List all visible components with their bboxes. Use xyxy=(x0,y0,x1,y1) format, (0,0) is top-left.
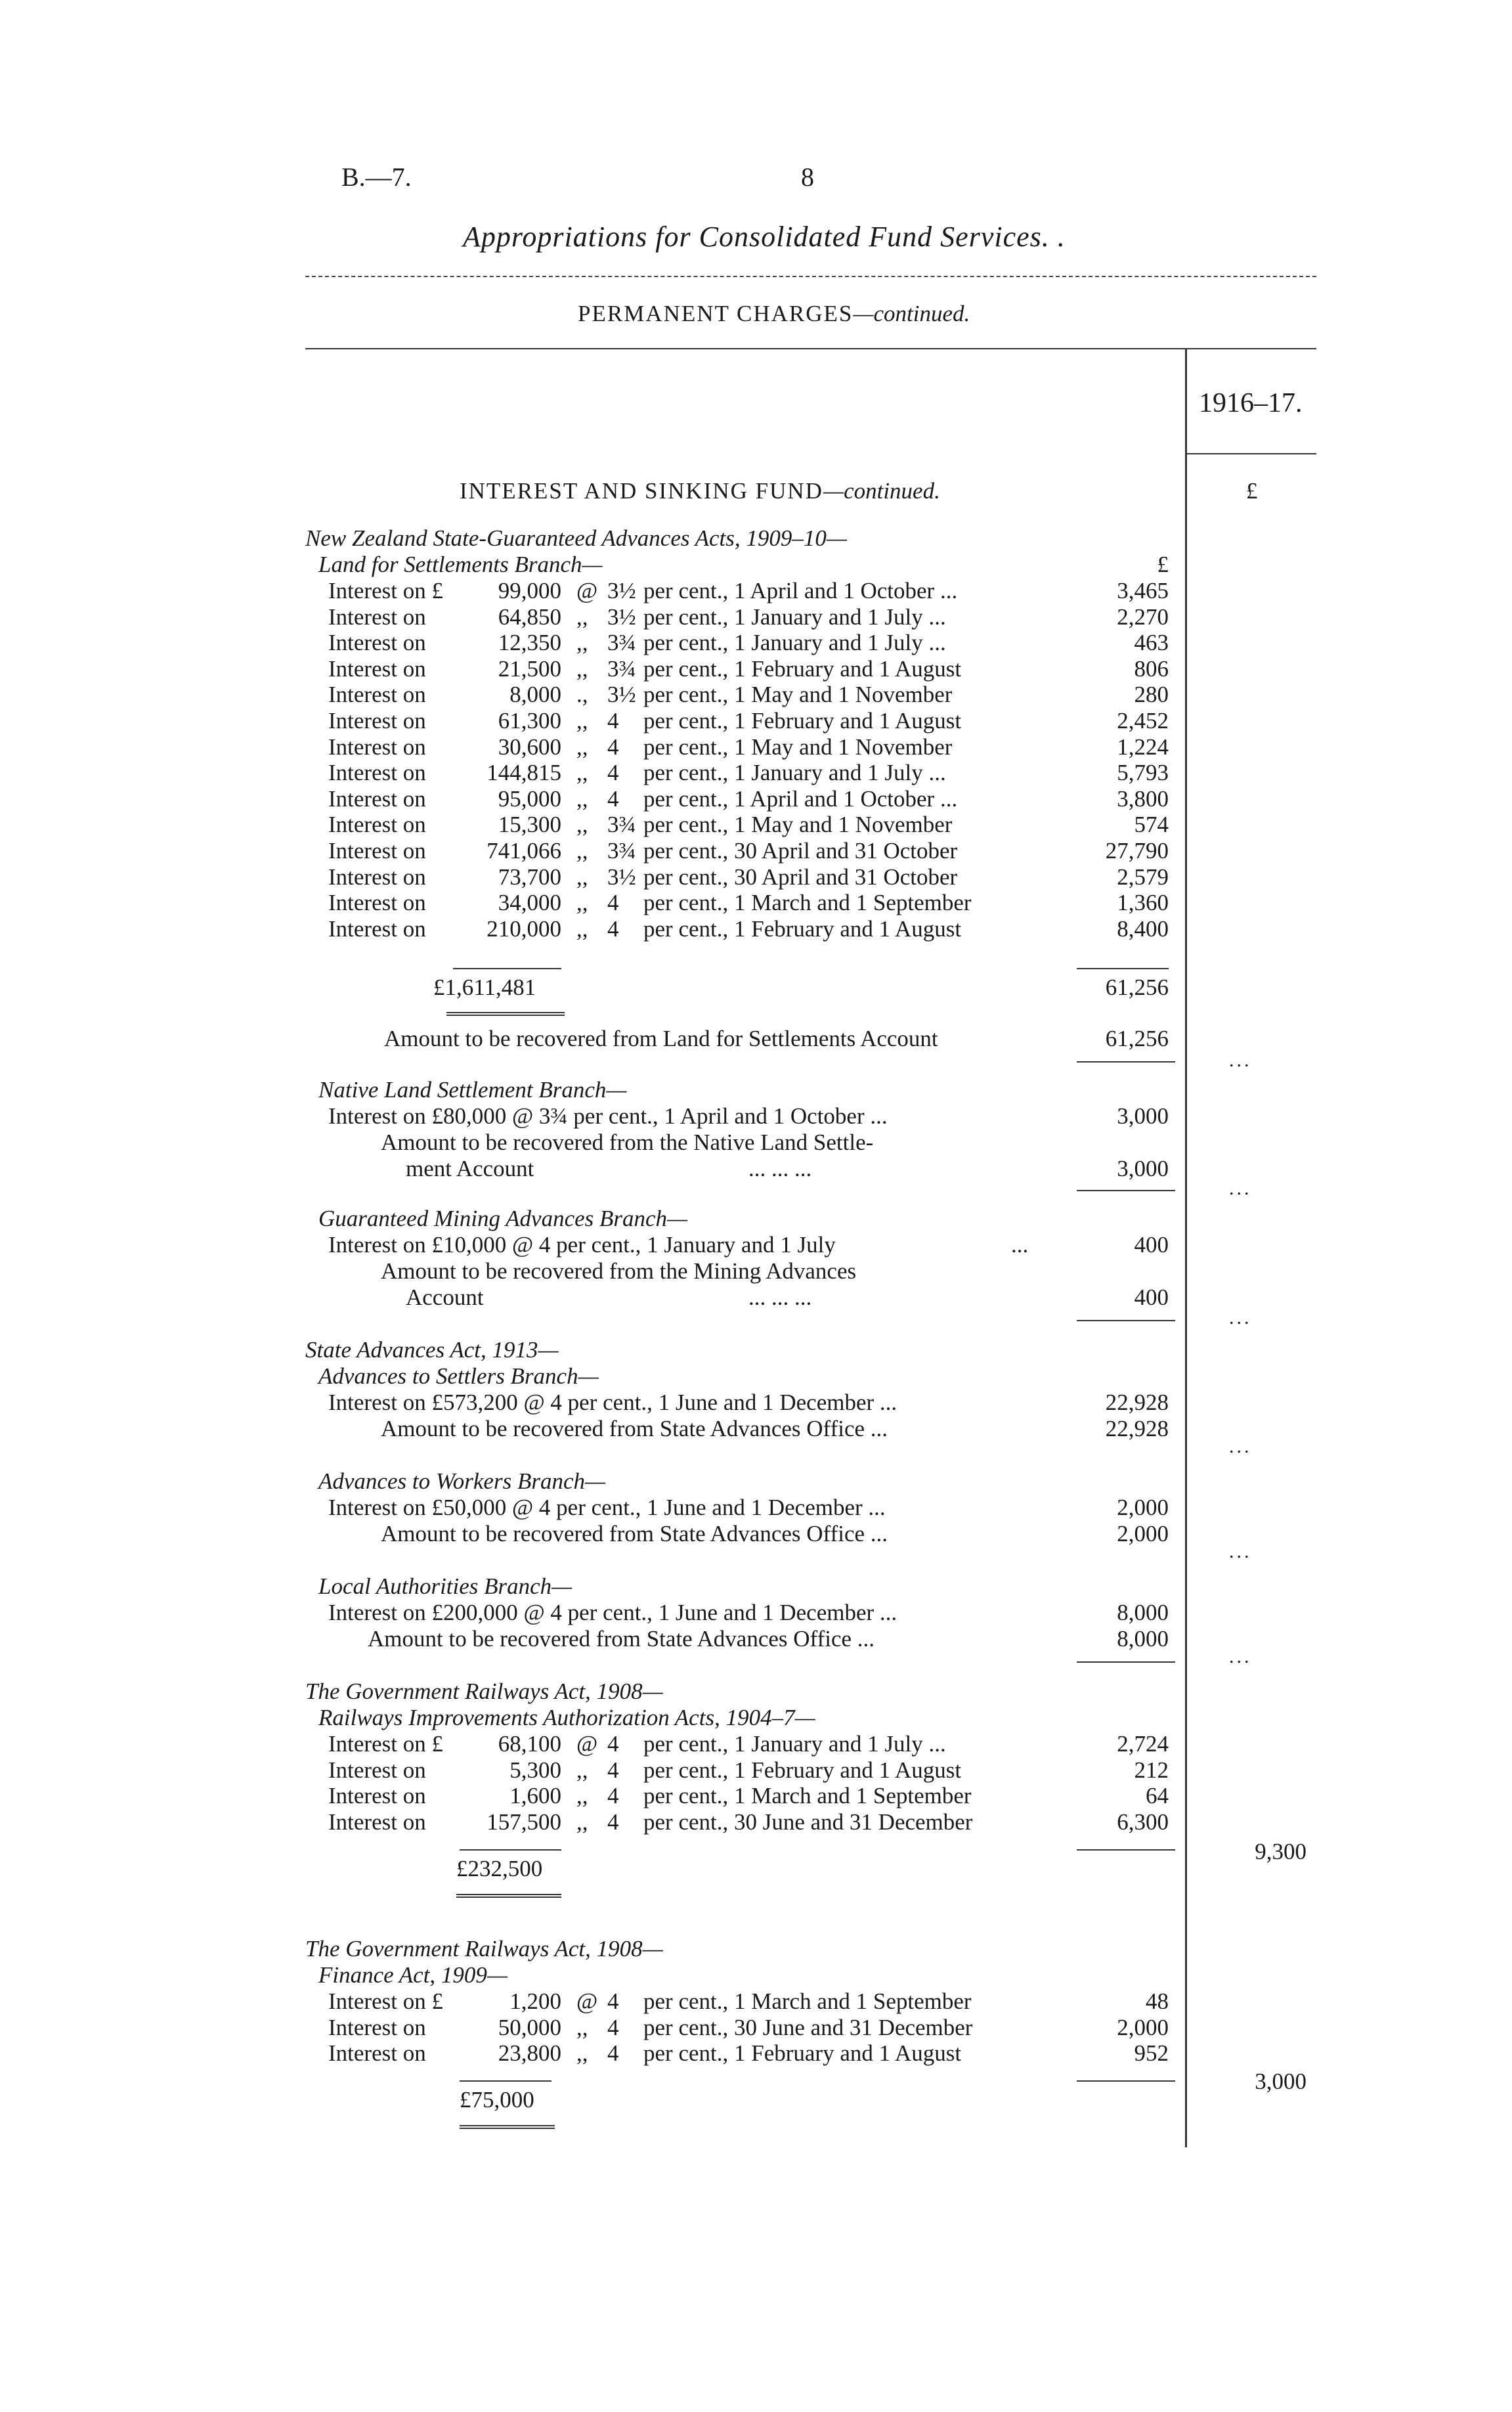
rail-row-principal: 5,300 xyxy=(509,1757,561,1783)
fin-year-total: 3,000 xyxy=(1255,2069,1307,2094)
lfs-row-label: Interest on xyxy=(328,915,426,942)
settlers-interest: Interest on £573,200 @ 4 per cent., 1 June and 1 December ... xyxy=(328,1390,897,1415)
rail-row-rate: 4 xyxy=(607,1809,619,1835)
lfs-end-rule xyxy=(1077,1061,1175,1063)
lfs-row-rate: 3¾ xyxy=(607,812,636,838)
lfs-row-ditto: ,, xyxy=(576,864,588,890)
rail-row-amount: 212 xyxy=(1134,1757,1169,1783)
lfs-row-text: per cent., 1 March and 1 September xyxy=(643,890,972,916)
lfs-row-label: Interest on xyxy=(328,708,426,734)
rail-capital-rule xyxy=(460,1849,561,1851)
lfs-row-rate: 4 xyxy=(607,734,619,760)
mining-end-rule xyxy=(1077,1320,1175,1321)
settlers-recovery-amount: 22,928 xyxy=(1105,1416,1169,1441)
rail-row-principal: 1,600 xyxy=(509,1783,561,1809)
lfs-row-label: Interest on xyxy=(328,655,426,682)
act-heading-nz: New Zealand State-Guaranteed Advances Acts, 1909–10— xyxy=(305,525,847,551)
lfs-row-principal: 21,500 xyxy=(498,655,561,682)
mining-interest-amount: 400 xyxy=(1134,1232,1169,1258)
year-ellipsis-5: ... xyxy=(1229,1541,1252,1562)
mining-recovery-line1: Amount to be recovered from the Mining Advances xyxy=(381,1258,857,1284)
rail-row-amount: 64 xyxy=(1146,1783,1169,1809)
rail-row-text: per cent., 1 March and 1 September xyxy=(643,1783,972,1809)
lfs-row-rate: 3¾ xyxy=(607,838,636,864)
lfs-row-rate: 4 xyxy=(607,890,619,916)
lfs-row-amount: 1,360 xyxy=(1117,890,1169,916)
lfs-row-ditto: ,, xyxy=(576,785,588,812)
rail-row-label: Interest on xyxy=(328,1783,426,1809)
lfs-row-rate: 4 xyxy=(607,785,619,812)
table-top-rule xyxy=(305,348,1316,349)
rail-row-label: Interest on xyxy=(328,1757,426,1783)
fin-row-text: per cent., 30 June and 31 December xyxy=(643,2014,973,2040)
page-title: Appropriations for Consolidated Fund Services. . xyxy=(463,221,1066,253)
lfs-row-text: per cent., 1 April and 1 October ... xyxy=(643,785,958,812)
fin-row-label: Interest on xyxy=(328,2040,426,2067)
rail-row-amount: 6,300 xyxy=(1117,1809,1169,1835)
year-ellipsis-2: ... xyxy=(1229,1177,1252,1199)
lfs-row-amount: 280 xyxy=(1134,682,1169,708)
lfs-row-label: Interest on £ xyxy=(328,578,443,603)
fin-capital-double-rule xyxy=(460,2125,555,2129)
lfs-row-ditto: ,, xyxy=(576,760,588,786)
section-heading-caps: INTEREST AND SINKING FUND xyxy=(460,478,823,504)
title-rule xyxy=(305,276,1316,277)
lfs-row-amount: 8,400 xyxy=(1117,915,1169,942)
local-interest: Interest on £200,000 @ 4 per cent., 1 June and 1 December ... xyxy=(328,1600,897,1625)
mining-recovery-line2: Account xyxy=(406,1284,484,1310)
local-recovery-amount: 8,000 xyxy=(1117,1626,1169,1652)
native-recovery-line1: Amount to be recovered from the Native Land Settle- xyxy=(381,1129,874,1155)
rail-row-rate: 4 xyxy=(607,1757,619,1783)
lfs-row-principal: 64,850 xyxy=(498,603,561,630)
native-recovery-line2: ment Account xyxy=(406,1156,534,1181)
workers-interest: Interest on £50,000 @ 4 per cent., 1 June and 1 December ... xyxy=(328,1495,886,1520)
fin-row-label: Interest on £ xyxy=(328,1988,443,2014)
lfs-row-text: per cent., 30 April and 31 October xyxy=(643,838,958,864)
fin-row-ditto: @ xyxy=(576,1988,598,2014)
lfs-row-amount: 3,465 xyxy=(1117,578,1169,603)
year-ellipsis-1: ... xyxy=(1229,1049,1252,1071)
lfs-row-amount: 806 xyxy=(1134,655,1169,682)
lfs-row-amount: 2,270 xyxy=(1117,603,1169,630)
year-currency: £ xyxy=(1246,478,1258,504)
lfs-row-amount: 574 xyxy=(1134,812,1169,838)
year-ellipsis-6: ... xyxy=(1229,1646,1252,1667)
lfs-row-principal: 210,000 xyxy=(486,915,561,942)
lfs-row-text: per cent., 1 April and 1 October ... xyxy=(643,578,958,603)
lfs-row-rate: 3¾ xyxy=(607,655,636,682)
lfs-row-ditto: ,, xyxy=(576,838,588,864)
rail-row-rate: 4 xyxy=(607,1783,619,1809)
native-interest: Interest on £80,000 @ 3¾ per cent., 1 April and 1 October ... xyxy=(328,1103,888,1129)
local-interest-amount: 8,000 xyxy=(1117,1600,1169,1625)
lfs-row-principal: 8,000 xyxy=(509,682,561,708)
lfs-row-ditto: ,, xyxy=(576,915,588,942)
lfs-row-amount: 2,579 xyxy=(1117,864,1169,890)
mining-interest-dots: ... xyxy=(1011,1232,1029,1258)
rail-row-text: per cent., 30 June and 31 December xyxy=(643,1809,973,1835)
lfs-row-rate: 3¾ xyxy=(607,630,636,656)
branch-heading-lfs: Land for Settlements Branch— xyxy=(318,552,603,577)
branch-heading-finance-act: Finance Act, 1909— xyxy=(318,1962,508,1988)
fin-capital-rule xyxy=(460,2080,551,2082)
lfs-row-amount: 3,800 xyxy=(1117,785,1169,812)
subtitle-caps: PERMANENT CHARGES xyxy=(578,301,853,326)
lfs-row-principal: 34,000 xyxy=(498,890,561,916)
lfs-row-rate: 3½ xyxy=(607,578,636,603)
lfs-row-principal: 144,815 xyxy=(486,760,561,786)
lfs-row-ditto: ,, xyxy=(576,890,588,916)
lfs-row-rate: 3½ xyxy=(607,682,636,708)
lfs-row-ditto: ,, xyxy=(576,603,588,630)
column-divider xyxy=(1185,348,1187,2147)
lfs-row-label: Interest on xyxy=(328,785,426,812)
subtitle xyxy=(578,301,970,327)
local-recovery: Amount to be recovered from State Advances Office ... xyxy=(368,1626,875,1652)
fin-row-principal: 50,000 xyxy=(498,2014,561,2040)
lfs-row-text: per cent., 1 February and 1 August xyxy=(643,655,962,682)
mining-recovery-dots: ... ... ... xyxy=(748,1284,812,1310)
rail-row-label: Interest on £ xyxy=(328,1731,443,1757)
year-column-header: 1916–17. xyxy=(1199,388,1303,418)
branch-heading-native: Native Land Settlement Branch— xyxy=(318,1077,627,1103)
lfs-row-label: Interest on xyxy=(328,603,426,630)
lfs-row-principal: 99,000 xyxy=(498,578,561,603)
rail-row-rate: 4 xyxy=(607,1731,619,1757)
lfs-row-rate: 4 xyxy=(607,760,619,786)
lfs-total: 61,256 xyxy=(1105,975,1169,1000)
act-heading-railways-2: The Government Railways Act, 1908— xyxy=(305,1936,663,1962)
lfs-row-amount: 463 xyxy=(1134,630,1169,656)
fin-row-text: per cent., 1 March and 1 September xyxy=(643,1988,972,2014)
fin-row-principal: 1,200 xyxy=(509,1988,561,2014)
fin-row-amount: 48 xyxy=(1146,1988,1169,2014)
lfs-row-principal: 741,066 xyxy=(486,838,561,864)
lfs-row-ditto: @ xyxy=(576,578,598,603)
lfs-row-label: Interest on xyxy=(328,838,426,864)
subtitle-continued: —continued. xyxy=(853,301,970,326)
lfs-row-rate: 4 xyxy=(607,915,619,942)
year-ellipsis-4: ... xyxy=(1229,1436,1252,1457)
document-reference: B.—7. xyxy=(341,162,412,192)
lfs-row-rate: 4 xyxy=(607,708,619,734)
lfs-row-ditto: ,, xyxy=(576,655,588,682)
rail-row-ditto: @ xyxy=(576,1731,598,1757)
branch-heading-local: Local Authorities Branch— xyxy=(318,1573,572,1599)
rail-row-principal: 157,500 xyxy=(486,1809,561,1835)
lfs-row-amount: 2,452 xyxy=(1117,708,1169,734)
lfs-row-label: Interest on xyxy=(328,734,426,760)
rail-year-total: 9,300 xyxy=(1255,1839,1307,1864)
lfs-row-ditto: ,, xyxy=(576,734,588,760)
rail-row-principal: 68,100 xyxy=(498,1731,561,1757)
fin-amount-rule xyxy=(1077,2080,1175,2082)
lfs-row-amount: 5,793 xyxy=(1117,760,1169,786)
rail-row-ditto: ,, xyxy=(576,1783,588,1809)
fin-row-ditto: ,, xyxy=(576,2040,588,2067)
rail-row-text: per cent., 1 February and 1 August xyxy=(643,1757,962,1783)
lfs-row-label: Interest on xyxy=(328,630,426,656)
lfs-row-label: Interest on xyxy=(328,760,426,786)
workers-recovery-amount: 2,000 xyxy=(1117,1521,1169,1546)
section-heading-continued: —continued. xyxy=(823,478,940,504)
lfs-row-label: Interest on xyxy=(328,890,426,916)
rail-row-text: per cent., 1 January and 1 July ... xyxy=(643,1731,946,1757)
branch-heading-workers: Advances to Workers Branch— xyxy=(318,1468,606,1494)
year-ellipsis-3: ... xyxy=(1229,1307,1252,1328)
lfs-row-text: per cent., 1 January and 1 July ... xyxy=(643,630,946,656)
lfs-row-rate: 3½ xyxy=(607,603,636,630)
lfs-row-text: per cent., 1 February and 1 August xyxy=(643,915,962,942)
branch-heading-mining: Guaranteed Mining Advances Branch— xyxy=(318,1206,688,1231)
native-recovery-amount: 3,000 xyxy=(1117,1156,1169,1181)
fin-row-rate: 4 xyxy=(607,2014,619,2040)
lfs-row-text: per cent., 1 May and 1 November xyxy=(643,682,953,708)
workers-interest-amount: 2,000 xyxy=(1117,1495,1169,1520)
branch-heading-settlers: Advances to Settlers Branch— xyxy=(318,1363,599,1389)
lfs-row-ditto: ,, xyxy=(576,708,588,734)
lfs-row-amount: 1,224 xyxy=(1117,734,1169,760)
lfs-row-principal: 61,300 xyxy=(498,708,561,734)
year-header-rule xyxy=(1187,453,1316,454)
lfs-row-principal: 95,000 xyxy=(498,785,561,812)
fin-row-label: Interest on xyxy=(328,2014,426,2040)
lfs-row-label: Interest on xyxy=(328,812,426,838)
lfs-row-label: Interest on xyxy=(328,682,426,708)
fin-row-amount: 2,000 xyxy=(1117,2014,1169,2040)
lfs-row-ditto: ,, xyxy=(576,630,588,656)
lfs-total-capital: £1,611,481 xyxy=(433,975,536,1000)
lfs-row-text: per cent., 1 January and 1 July ... xyxy=(643,603,946,630)
native-end-rule xyxy=(1077,1190,1175,1191)
lfs-recovery-amount: 61,256 xyxy=(1105,1026,1169,1051)
settlers-recovery: Amount to be recovered from State Advances Office ... xyxy=(381,1416,888,1441)
lfs-row-principal: 73,700 xyxy=(498,864,561,890)
lfs-row-principal: 15,300 xyxy=(498,812,561,838)
lfs-row-text: per cent., 30 April and 31 October xyxy=(643,864,958,890)
rail-row-amount: 2,724 xyxy=(1117,1731,1169,1757)
lfs-row-amount: 27,790 xyxy=(1105,838,1169,864)
lfs-row-text: per cent., 1 May and 1 November xyxy=(643,734,953,760)
fin-row-ditto: ,, xyxy=(576,2014,588,2040)
rail-row-label: Interest on xyxy=(328,1809,426,1835)
lfs-row-text: per cent., 1 February and 1 August xyxy=(643,708,962,734)
act-heading-state-advances: State Advances Act, 1913— xyxy=(305,1337,559,1363)
lfs-row-label: Interest on xyxy=(328,864,426,890)
fin-row-rate: 4 xyxy=(607,2040,619,2067)
page-number: 8 xyxy=(801,162,814,192)
lfs-row-principal: 30,600 xyxy=(498,734,561,760)
lfs-currency: £ xyxy=(1157,552,1169,577)
native-recovery-dots: ... ... ... xyxy=(748,1156,812,1181)
fin-row-principal: 23,800 xyxy=(498,2040,561,2067)
lfs-row-ditto: ,, xyxy=(576,812,588,838)
lfs-row-rate: 3½ xyxy=(607,864,636,890)
local-end-rule xyxy=(1077,1661,1175,1663)
native-interest-amount: 3,000 xyxy=(1117,1103,1169,1129)
branch-heading-railways-improvements: Railways Improvements Authorization Acts, 1904–7— xyxy=(318,1705,815,1730)
rail-amount-rule xyxy=(1077,1849,1175,1851)
lfs-row-ditto: ., xyxy=(576,682,588,708)
fin-total-capital: £75,000 xyxy=(460,2087,534,2113)
lfs-amount-rule xyxy=(1077,968,1169,969)
rail-total-capital: £232,500 xyxy=(456,1856,543,1881)
rail-row-ditto: ,, xyxy=(576,1757,588,1783)
workers-recovery: Amount to be recovered from State Advances Office ... xyxy=(381,1521,888,1546)
lfs-capital-double-rule xyxy=(446,1012,565,1016)
mining-interest: Interest on £10,000 @ 4 per cent., 1 January and 1 July xyxy=(328,1232,836,1258)
lfs-capital-rule xyxy=(453,968,561,969)
settlers-interest-amount: 22,928 xyxy=(1105,1390,1169,1415)
mining-recovery-amount: 400 xyxy=(1134,1284,1169,1310)
lfs-row-principal: 12,350 xyxy=(498,630,561,656)
lfs-row-text: per cent., 1 January and 1 July ... xyxy=(643,760,946,786)
fin-row-text: per cent., 1 February and 1 August xyxy=(643,2040,962,2067)
rail-capital-double-rule xyxy=(456,1894,561,1898)
act-heading-railways-1: The Government Railways Act, 1908— xyxy=(305,1678,663,1704)
lfs-row-text: per cent., 1 May and 1 November xyxy=(643,812,953,838)
fin-row-amount: 952 xyxy=(1134,2040,1169,2067)
lfs-recovery-label: Amount to be recovered from Land for Settlements Account xyxy=(384,1026,938,1051)
fin-row-rate: 4 xyxy=(607,1988,619,2014)
rail-row-ditto: ,, xyxy=(576,1809,588,1835)
section-heading xyxy=(460,478,940,504)
